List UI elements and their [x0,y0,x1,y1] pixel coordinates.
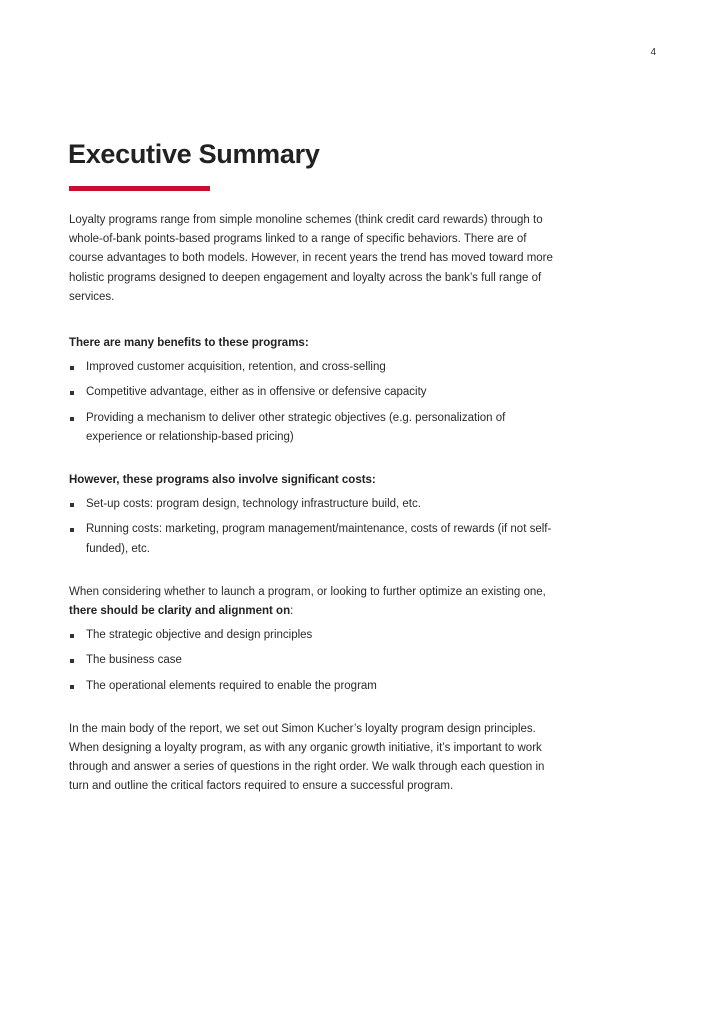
list-item: Competitive advantage, either as in offensive or defensive capacity [69,383,559,402]
list-item: The business case [69,651,559,670]
benefits-list [69,358,559,447]
benefits-heading: There are many benefits to these programs: [69,337,309,350]
list-item: The strategic objective and design principles [69,626,559,645]
list-item: Improved customer acquisition, retention, and cross-selling [69,358,559,377]
intro-paragraph: Loyalty programs range from simple monoline schemes (think credit card rewards) through to whole-of-bank points-based programs linked to a range of specific behaviors. There are of course advantages to both models. However, in recent years the trend has moved toward more holistic programs designed to deepen engagement and loyalty across the bank’s full range of services. [69,214,553,303]
list-item: Providing a mechanism to deliver other strategic objectives (e.g. personalization of experience or relationship-based pricing) [69,409,559,447]
clarity-colon: : [290,605,294,618]
clarity-paragraph [69,583,559,621]
clarity-list [69,626,559,696]
list-item: Set-up costs: program design, technology infrastructure build, etc. [69,495,559,514]
list-item: The operational elements required to enable the program [69,677,559,696]
costs-heading: However, these programs also involve significant costs: [69,474,376,487]
page-number: 4 [650,47,656,58]
list-item: Running costs: marketing, program management/maintenance, costs of rewards (if not self-funded), etc. [69,520,559,558]
costs-list [69,495,559,559]
clarity-emphasis: there should be clarity and alignment on [69,605,291,618]
clarity-text: When considering whether to launch a program, or looking to further optimize an existing one, [69,585,546,598]
title-accent-rule [69,186,210,191]
page-title: Executive Summary [68,139,320,169]
closing-paragraph: In the main body of the report, we set out Simon Kucher’s loyalty program design principles. When designing a loyalty program, as with any organic growth initiative, it’s important to work through and answer a series of questions in the right order. We walk through each question in turn and outline the critical factors required to ensure a successful program. [69,722,545,793]
body-content [69,211,559,797]
